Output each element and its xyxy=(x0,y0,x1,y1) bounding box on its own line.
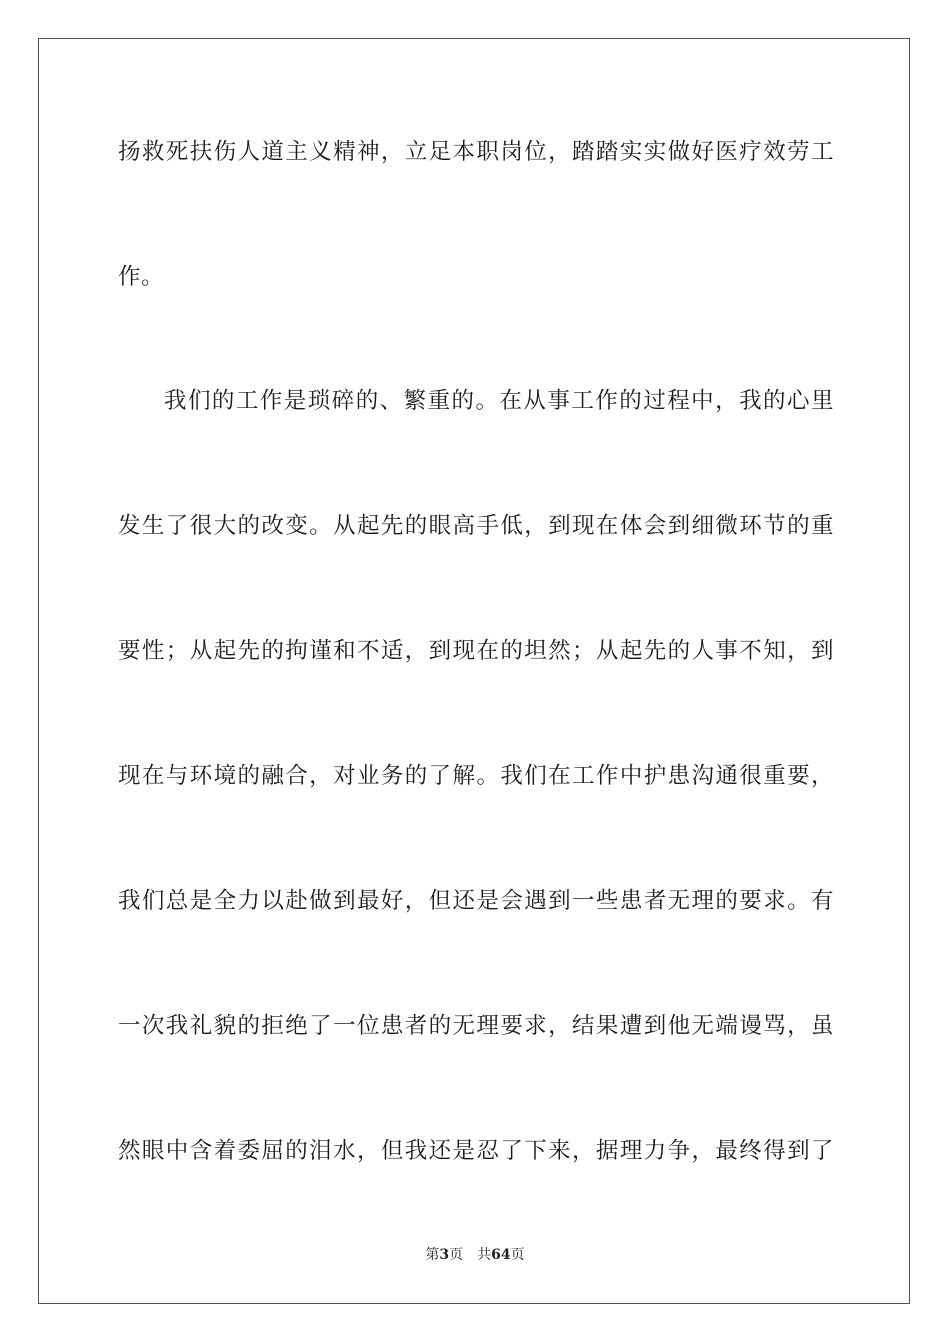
body-line-7: 我们总是全力以赴做到最好，但还是会遇到一些患者无理的要求。有 xyxy=(118,888,834,914)
paragraph-first-line: 我们的工作是琐碎的、繁重的。在从事工作的过程中，我的心里 xyxy=(164,388,834,414)
footer-page-prefix: 第 xyxy=(425,1247,440,1263)
page-border xyxy=(38,38,910,1304)
footer-total-pages: 64 xyxy=(491,1247,511,1263)
body-line-1: 扬救死扶伤人道主义精神，立足本职岗位，踏踏实实做好医疗效劳工 xyxy=(118,139,834,165)
footer-page-number: 3 xyxy=(439,1247,450,1263)
body-line-2: 作。 xyxy=(118,264,165,290)
body-line-8: 一次我礼貌的拒绝了一位患者的无理要求，结果遭到他无端谩骂，虽 xyxy=(118,1013,834,1039)
body-line-4: 发生了很大的改变。从起先的眼高手低，到现在体会到细微环节的重 xyxy=(118,513,834,539)
footer-total-prefix: 共 xyxy=(477,1247,492,1263)
page-footer xyxy=(0,1245,950,1265)
footer-total-suffix: 页 xyxy=(510,1247,525,1263)
footer-page-suffix: 页 xyxy=(449,1247,464,1263)
body-line-6: 现在与环境的融合，对业务的了解。我们在工作中护患沟通很重要， xyxy=(118,763,834,789)
body-line-5: 要性；从起先的拘谨和不适，到现在的坦然；从起先的人事不知，到 xyxy=(118,638,834,664)
body-line-9: 然眼中含着委屈的泪水，但我还是忍了下来，据理力争，最终得到了 xyxy=(118,1138,834,1164)
